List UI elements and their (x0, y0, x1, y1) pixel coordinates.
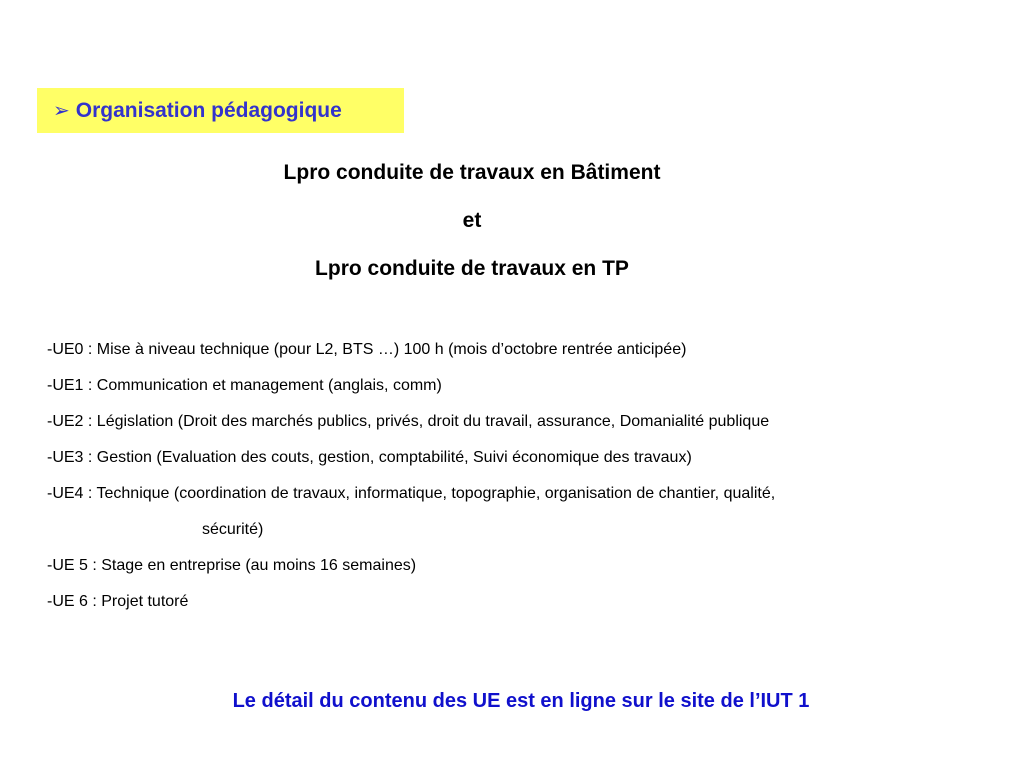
ue-list (47, 338, 775, 626)
program-title-line-2: et (462, 209, 482, 232)
ue-item-4-continuation-text: sécurité) (202, 521, 264, 538)
footer-note: Le détail du contenu des UE est en ligne sur le site de l’IUT 1 (232, 690, 810, 712)
ue-item-5: -UE 5 : Stage en entreprise (au moins 16 semaines) (47, 557, 417, 574)
program-title-line-1: Lpro conduite de travaux en Bâtiment (283, 161, 661, 184)
ue-item-1: -UE1 : Communication et management (anglais, comm) (47, 377, 442, 394)
ue-item-0: -UE0 : Mise à niveau technique (pour L2, BTS …) 100 h (mois d’octobre rentrée anticipée) (47, 341, 687, 358)
program-title-line-3: Lpro conduite de travaux en TP (315, 257, 629, 280)
ue-item-4: -UE4 : Technique (coordination de travaux, informatique, topographie, organisation de chantier, qualité, (47, 485, 776, 502)
ue-item-6: -UE 6 : Projet tutoré (47, 593, 189, 610)
ue-item-2: -UE2 : Législation (Droit des marchés publics, privés, droit du travail, assurance, Domanialité publique (47, 413, 770, 430)
section-header (37, 88, 404, 133)
arrow-bullet-icon: ➢ (53, 99, 70, 122)
ue-item-3: -UE3 : Gestion (Evaluation des couts, gestion, comptabilité, Suivi économique des travaux) (47, 449, 692, 466)
section-title: Organisation pédagogique (75, 98, 342, 122)
ue-item-4-continuation (47, 518, 775, 554)
